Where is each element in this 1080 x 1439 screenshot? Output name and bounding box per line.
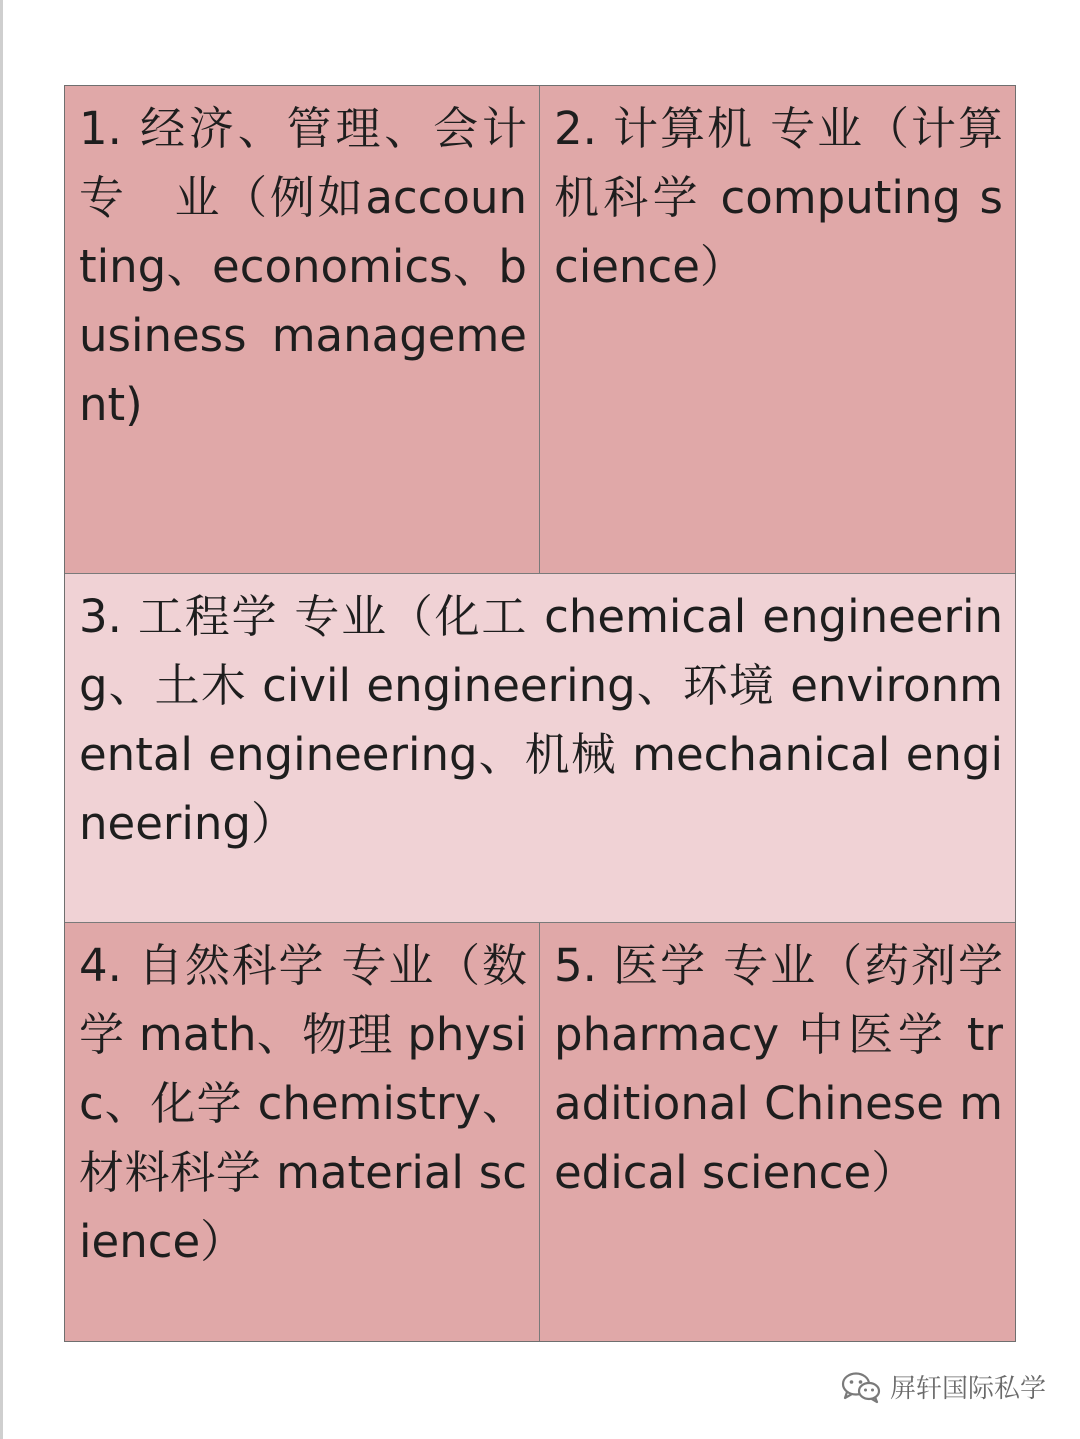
- wechat-icon: [840, 1370, 882, 1404]
- majors-table: [64, 85, 1016, 1342]
- watermark: [840, 1368, 1046, 1405]
- left-edge-line: [0, 0, 3, 1439]
- table-cell-medicine: 5. 医学 专业（药剂学 pharmacy 中医学 traditional Chinese medical science）: [540, 923, 1015, 1341]
- table-cell-computing: 2. 计算机 专业（计算机科学 computing science）: [540, 86, 1015, 574]
- watermark-text: 屏轩国际私学: [889, 1374, 1046, 1404]
- table-cell-natural-science: 4. 自然科学 专业（数学 math、物理 physic、化学 chemistry、材料科学 material science）: [65, 923, 540, 1341]
- table-cell-economics: 1. 经济、管理、会计专 业（例如accounting、economics、business management): [65, 86, 540, 574]
- table-cell-engineering: 3. 工程学 专业（化工 chemical engineering、土木 civil engineering、环境 environmental engineering、机械 mechanical engineering）: [65, 574, 1015, 923]
